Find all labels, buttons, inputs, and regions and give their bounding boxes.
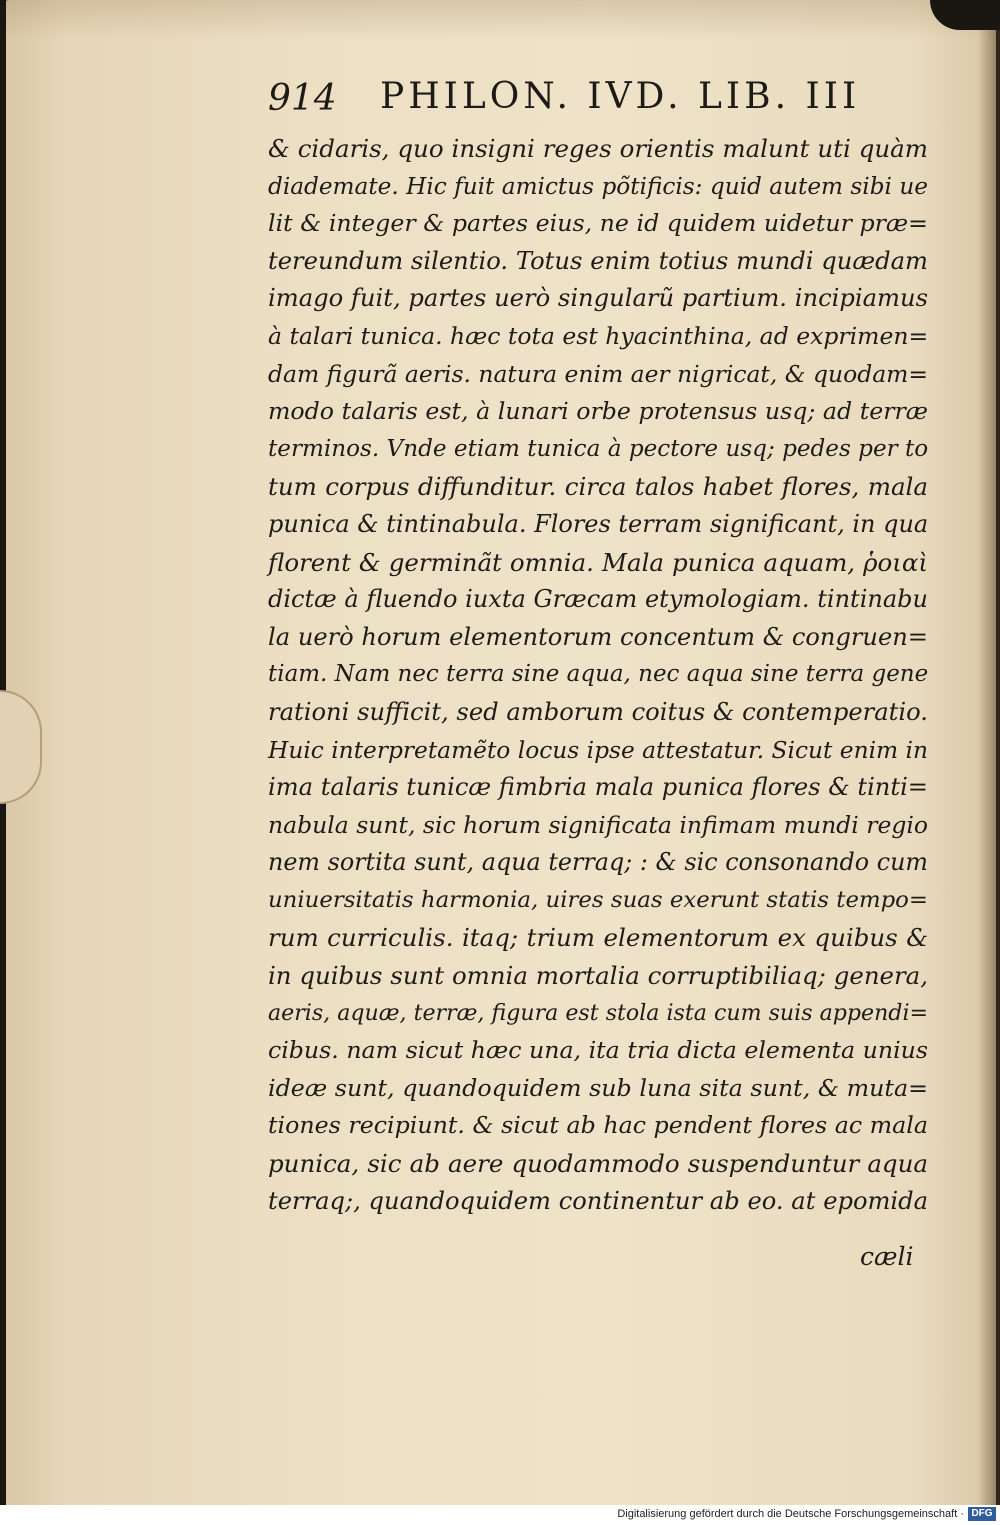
text-line: dam figurã aeris. natura enim aer nigricat, & quodam= <box>268 359 928 388</box>
text-line: in quibus sunt omnia mortalia corruptibiliaq; genera, <box>268 961 928 991</box>
body-text <box>268 130 928 1220</box>
text-line: imago fuit, partes uerò singularũ partium. incipiamus <box>268 284 928 313</box>
text-line: lit & integer & partes eius, ne id quidem uidetur præ= <box>268 209 928 238</box>
text-line: tiam. Nam nec terra sine aqua, nec aqua sine terra gene <box>268 661 929 688</box>
page-gutter-shadow <box>978 0 1000 1505</box>
text-line: rum curriculis. itaq; trium elementorum ex quibus & <box>268 923 928 953</box>
text-line: punica, sic ab aere quodammodo suspenduntur aqua <box>268 1149 928 1179</box>
catchword: cæli <box>860 1242 914 1271</box>
text-line: la uerò horum elementorum concentum & congruen= <box>268 622 928 651</box>
text-line: aeris, aquæ, terræ, figura est stola ista cum suis appendi= <box>268 999 928 1026</box>
text-line: Huic interpretamẽto locus ipse attestatur. Sicut enim in <box>268 736 928 764</box>
text-line: modo talaris est, à lunari orbe protensus usq; ad terræ <box>268 397 928 426</box>
text-line: nem sortita sunt, aqua terraq; : & sic consonando cum <box>268 848 928 877</box>
text-line: nabula sunt, sic horum significata infimam mundi regio <box>268 810 928 839</box>
text-line: tereundum silentio. Totus enim totius mundi quædam <box>268 246 928 275</box>
page-header <box>268 70 908 130</box>
text-line: punica & tintinabula. Flores terram significant, in qua <box>268 509 929 538</box>
text-line: diademate. Hic fuit amictus põtificis: quid autem sibi ue <box>268 172 928 200</box>
text-line: à talari tunica. hæc tota est hyacinthina, ad exprimen= <box>268 321 929 350</box>
text-line: ideæ sunt, quandoquidem sub luna sita sunt, & muta= <box>268 1073 928 1102</box>
text-line: ima talaris tunicæ fimbria mala punica flores & tinti= <box>268 773 929 802</box>
text-line: tum corpus diffunditur. circa talos habet flores, mala <box>268 472 928 502</box>
text-line: tiones recipiunt. & sicut ab hac pendent flores ac mala <box>268 1111 928 1140</box>
text-line: uniuersitatis harmonia, uires suas exerunt statis tempo= <box>268 886 928 913</box>
text-line: cibus. nam sicut hæc una, ita tria dicta elementa unius <box>268 1036 928 1065</box>
page-top-shadow <box>6 0 996 40</box>
running-head: PHILON. IVD. LIB. III <box>380 76 861 117</box>
text-line: & cidaris, quo insigni reges orientis malunt uti quàm <box>268 134 928 163</box>
text-line: rationi sufficit, sed amborum coitus & contemperatio. <box>268 697 928 726</box>
funding-credit: Digitalisierung gefördert durch die Deutsche Forschungsgemeinschaft · <box>617 1508 964 1520</box>
text-line: terminos. Vnde etiam tunica à pectore usq; pedes per to <box>268 435 929 462</box>
text-line: dictæ à fluendo iuxta Græcam etymologiam. tintinabu <box>268 585 928 614</box>
page-number: 914 <box>268 78 337 119</box>
text-line: terraq;, quandoquidem continentur ab eo. at epomida <box>268 1186 928 1215</box>
text-line: florent & germinãt omnia. Mala punica aquam, ῥοιαὶ <box>268 547 928 577</box>
dfg-logo: DFG <box>968 1507 996 1521</box>
